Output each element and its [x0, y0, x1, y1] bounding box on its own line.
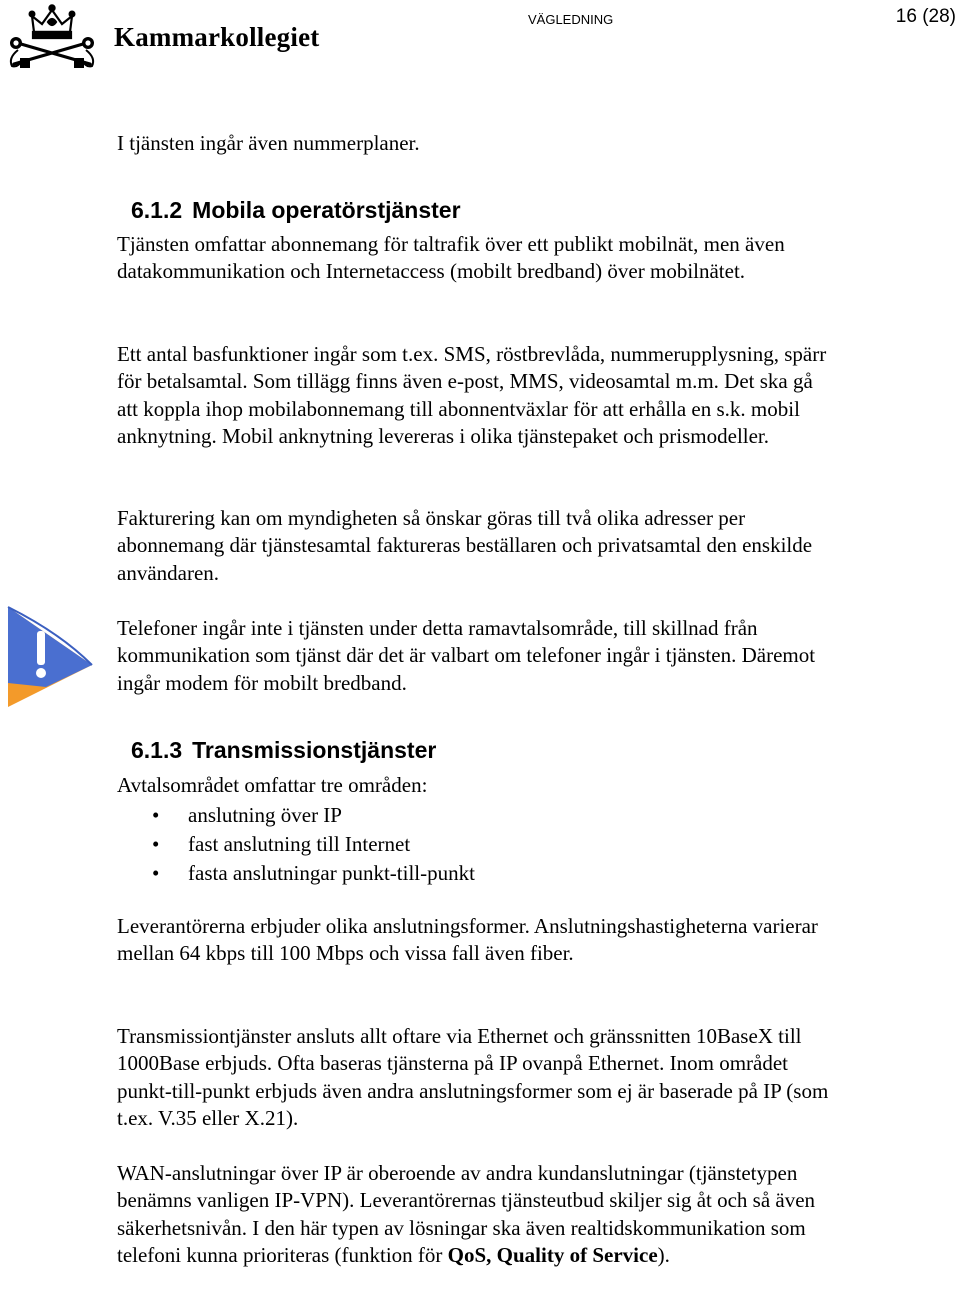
paragraph: [117, 1160, 837, 1270]
list-item-text: fasta anslutningar punkt-till-punkt: [188, 861, 475, 885]
paragraph-text: WAN-anslutningar över IP är oberoende av andra kundanslutningar (tjänstetypen benämns vanligen IP-VPN). Leverantörernas tjänsteutbud skiljer sig åt och så även säkerhetsnivån. I den här typen av lösningar ska även realtidskommunikation som telefoni kunna prioriteras (funktion för: [117, 1161, 816, 1268]
section-number: 6.1.2: [131, 197, 183, 223]
qos-term: QoS, Quality of Service: [447, 1243, 658, 1268]
list-item-text: anslutning över IP: [188, 803, 342, 827]
crown-keys-logo-icon: [4, 2, 100, 70]
organization-name: Kammarkollegiet: [114, 22, 320, 52]
paragraph: Fakturering kan om myndigheten så önskar göras till två olika adresser per abonnemang där tjänstesamtal faktureras beställaren och privatsamtal den enskilde användaren.: [117, 506, 813, 585]
list-item: [117, 859, 475, 888]
paragraph: Leverantörerna erbjuder olika anslutningsformer. Anslutningshastigheterna varierar mellan 64 kbps till 100 Mbps och vissa fall även fiber.: [117, 914, 818, 966]
paragraph-lead: Avtalsområdet omfattar tre områden:: [117, 773, 428, 797]
section-title: Transmissionstjänster: [192, 737, 437, 763]
section-title: Mobila operatörstjänster: [192, 197, 461, 223]
bullet-icon: •: [152, 803, 160, 827]
paragraph: Ett antal basfunktioner ingår som t.ex. SMS, röstbrevlåda, nummerupplysning, spärr för betalsamtal. Som tillägg finns även e-post, MMS, videosamtal m.m. Det ska gå att koppla ihop mobilabonnemang till abonnentväxlar för att erhålla en s.k. mobil anknytning. Mobil anknytning levereras i olika tjänstepaket och prismodeller.: [117, 342, 827, 449]
warning-exclamation-icon: [0, 603, 98, 711]
bullet-icon: •: [152, 861, 160, 885]
list-item: [117, 801, 475, 830]
section-heading-613: [131, 737, 436, 764]
paragraph-text-end: ).: [657, 1243, 670, 1268]
intro-text: I tjänsten ingår även nummerplaner.: [117, 131, 420, 155]
list-item-text: fast anslutning till Internet: [188, 832, 411, 856]
paragraph: Transmissiontjänster ansluts allt oftare via Ethernet och gränssnitten 10BaseX till 1000Base erbjuds. Ofta baseras tjänsterna på IP ovanpå Ethernet. Inom området punkt-till-punkt erbjuds även andra anslutningsformer som ej är baserade på IP (som t.ex. V.35 eller X.21).: [117, 1024, 829, 1131]
paragraph: Telefoner ingår inte i tjänsten under detta ramavtalsområde, till skillnad från kommunikation som tjänst där det är valbart om telefoner ingår i tjänsten. Däremot ingår modem för mobilt bredband.: [117, 616, 816, 695]
section-heading-612: [131, 197, 461, 224]
list-item: [117, 830, 475, 859]
document-type: VÄGLEDNING: [528, 12, 614, 27]
paragraph: Tjänsten omfattar abonnemang för taltrafik över ett publikt mobilnät, men även datakommunikation och Internetaccess (mobilt bredband) över mobilnätet.: [117, 232, 785, 284]
section-number: 6.1.3: [131, 737, 183, 763]
bullet-icon: •: [152, 832, 160, 856]
bullet-list: [117, 801, 475, 888]
page-number: 16 (28): [895, 6, 956, 27]
